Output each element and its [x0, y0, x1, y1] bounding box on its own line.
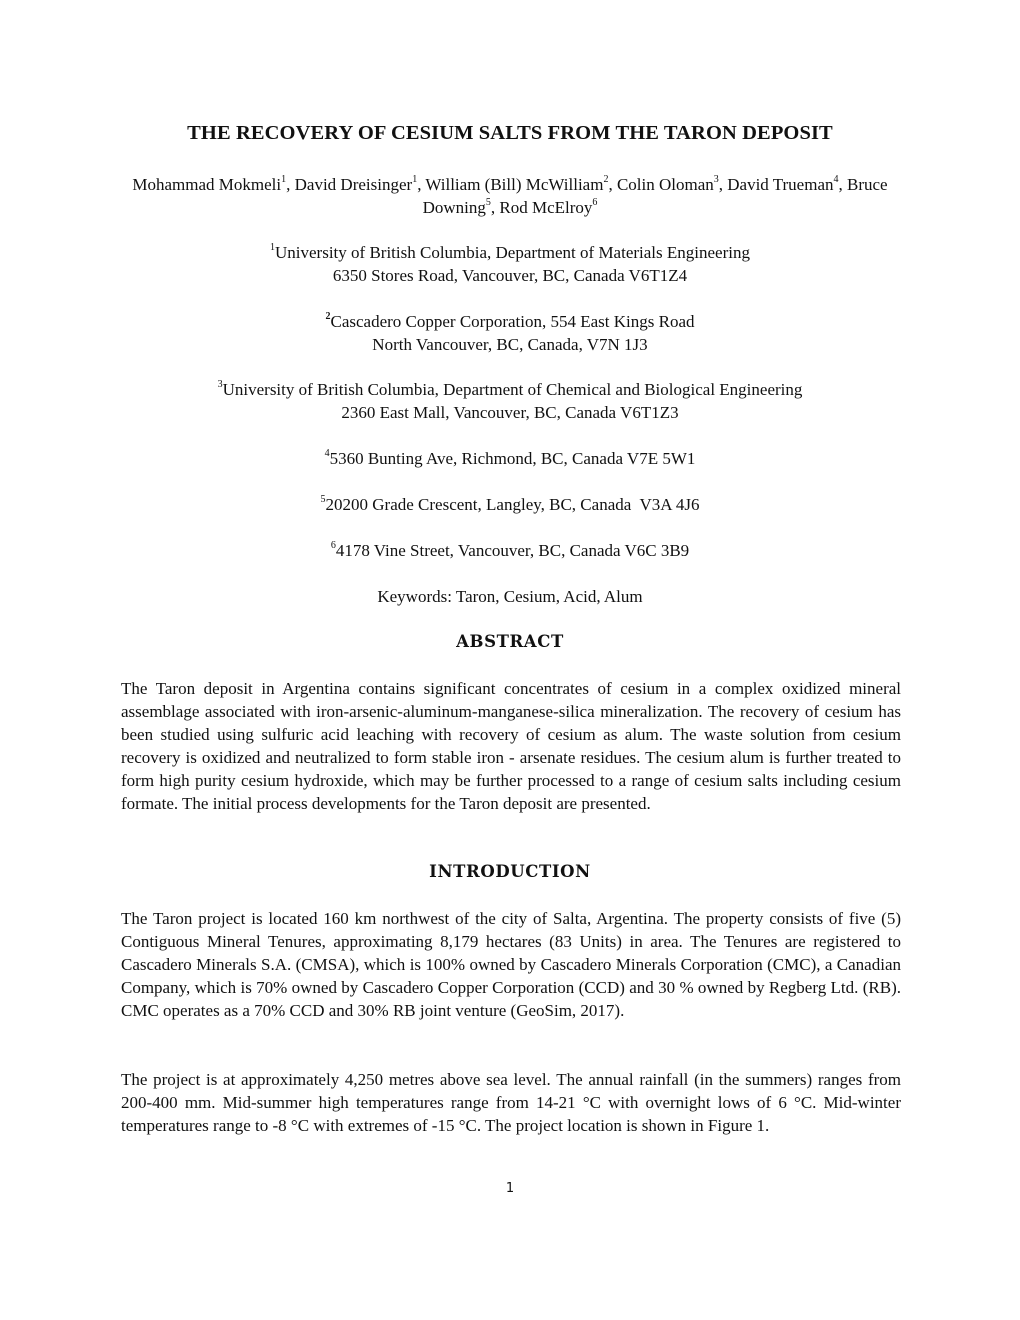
affiliation-4: $^4$5360 Bunting Ave, Richmond, BC, Canada V7E 5W1 — [324, 448, 696, 468]
affiliation-2: $^2$Cascadero Copper Corporation, 554 East Kings Road North Vancouver, BC, Canada, V7N 1J3 — [325, 311, 695, 354]
author: Mohammad Mokmeli$^1$, — [132, 174, 295, 194]
affiliation-6: $^6$4178 Vine Street, Vancouver, BC, Canada V6C 3B9 — [330, 540, 690, 560]
page-number: 1 — [505, 1181, 515, 1196]
author: Colin Oloman$^3$, — [616, 174, 728, 194]
abstract-text: The Taron deposit in Argentina contains significant concentrates of cesium in a complex oxidized mineral assemblage associated with iron-arsenic-aluminum-manganese-silica mineralization. The recovery of cesium has been studied using sulfuric acid leaching with recovery of cesium as alum. The waste solution from cesium recovery is oxidized and neutralized to form stable iron - arsenate residues. The cesium alum is further treated to form high purity cesium hydroxide, which may be further processed to a range of cesium salts including cesium formate. The initial process developments for the Taron deposit are presented. — [121, 679, 901, 813]
author: Rod McElroy$^6$ — [499, 197, 598, 217]
affiliation-5: $^5$20200 Grade Crescent, Langley, BC, Canada V3A 4J6 — [320, 494, 700, 514]
author: David Dreisinger$^1$, — [294, 174, 426, 194]
affiliation-3: $^3$University of British Columbia, Department of Chemical and Biological Engineering 2360 East Mall, Vancouver, BC, Canada V6T1Z3 — [217, 379, 803, 422]
abstract-heading: ABSTRACT — [456, 632, 564, 651]
keywords: Keywords: Taron, Cesium, Acid, Alum — [377, 587, 643, 606]
author: Bruce Downing$^5$, — [422, 175, 888, 217]
author-list — [100, 173, 920, 219]
introduction-heading: INTRODUCTION — [429, 862, 591, 881]
paper-title: THE RECOVERY OF CESIUM SALTS FROM THE TARON DEPOSIT — [187, 122, 833, 144]
affiliation-1: $^1$University of British Columbia, Department of Materials Engineering 6350 Stores Road, Vancouver, BC, Canada V6T1Z4 — [270, 242, 750, 285]
introduction-paragraph-1: The Taron project is located 160 km northwest of the city of Salta, Argentina. The property consists of five (5) Contiguous Mineral Tenures, approximating 8,179 hectares (83 Units) in area. The Tenures are registered to Cascadero Minerals S.A. (CMSA), which is 100% owned by Cascadero Minerals Corporation (CMC), a Canadian Company, which is 70% owned by Cascadero Copper Corporation (CCD) and 30 % owned by Regberg Ltd. (RB). CMC operates as a 70% CCD and 30% RB joint venture (GeoSim, 2017). — [121, 909, 901, 1020]
author: William (Bill) McWilliam$^2$, — [425, 174, 617, 194]
introduction-paragraph-2: The project is at approximately 4,250 metres above sea level. The annual rainfall (in the summers) ranges from 200-400 mm. Mid-summer high temperatures range from 14-21 °C with overnight lows of 6 °C. Mid-winter temperatures range to -8 °C with extremes of -15 °C. The project location is shown in Figure 1. — [121, 1070, 901, 1135]
author: David Trueman$^4$, — [727, 174, 847, 194]
